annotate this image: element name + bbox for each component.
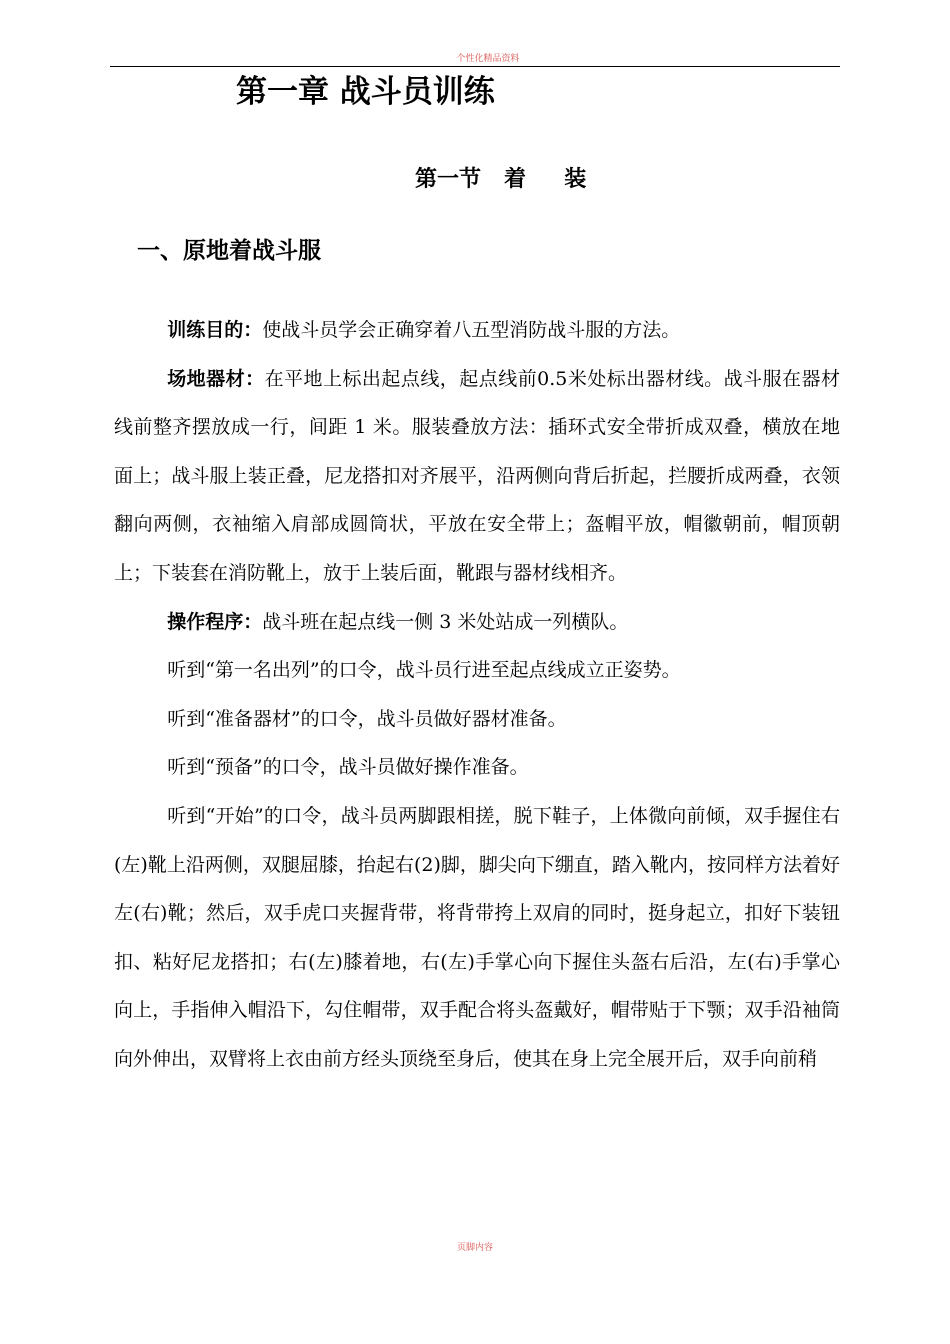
purpose-text: 使战斗员学会正确穿着八五型消防战斗服的方法。 (262, 319, 681, 341)
paragraph-step-4: 听到“开始”的口令，战斗员两脚跟相搓，脱下鞋子，上体微向前倾，双手握住右(左)靴上沿两侧，双腿屈膝，抬起右(2)脚，脚尖向下绷直，踏入靴内，按同样方法着好左(右)靴；然后，双手虎口夹握背带，将背带挎上双肩的同时，挺身起立，扣好下装钮扣、粘好尼龙搭扣；右(左)膝着地，右(左)手掌心向下握住头盔右后沿，左(右)手掌心向上，手指伸入帽沿下，勾住帽带，双手配合将头盔戴好，帽带贴于下颚；双手沿袖筒向外伸出，双臂将上衣由前方经头顶绕至身后，使其在身上完全展开后，双手向前稍 (114, 804, 840, 1070)
chapter-title: 第一章 战斗员训练 (236, 74, 495, 110)
paragraph-procedure (114, 598, 840, 647)
equipment-text: 在平地上标出起点线，起点线前0.5米处标出器材线。战斗服在器材线前整齐摆放成一行，间距 1 米。服装叠放方法：插环式安全带折成双叠，横放在地面上；战斗服上装正叠，尼龙搭扣对齐展平，沿两侧向背后折起，拦腰折成两叠，衣领翻向两侧，衣袖缩入肩部成圆筒状，平放在安全带上；盔帽平放，帽徽朝前，帽顶朝上；下装套在消防靴上，放于上装后面，靴跟与器材线相齐。 (114, 367, 840, 584)
paragraph-step-1: 听到“第一名出列”的口令，战斗员行进至起点线成立正姿势。 (167, 659, 681, 682)
equipment-label: 场地器材： (167, 367, 265, 390)
paragraph-purpose (114, 306, 840, 355)
paragraph-step-2: 听到“准备器材”的口令，战斗员做好器材准备。 (167, 707, 567, 730)
procedure-text: 战斗班在起点线一侧 3 米处站成一列横队。 (262, 610, 629, 633)
paragraph-equipment (114, 355, 840, 598)
document-body (114, 306, 840, 1084)
header-divider (110, 66, 840, 67)
page-header: 个性化精品资料 (456, 54, 520, 64)
page-footer: 页脚内容 (456, 1243, 493, 1253)
section-title: 第一节 着 装 (415, 167, 587, 192)
purpose-label: 训练目的： (167, 319, 263, 341)
subsection-title: 一、原地着战斗服 (137, 238, 321, 264)
procedure-label: 操作程序： (167, 610, 263, 633)
paragraph-step-3: 听到“预备”的口令，战斗员做好操作准备。 (167, 756, 529, 779)
